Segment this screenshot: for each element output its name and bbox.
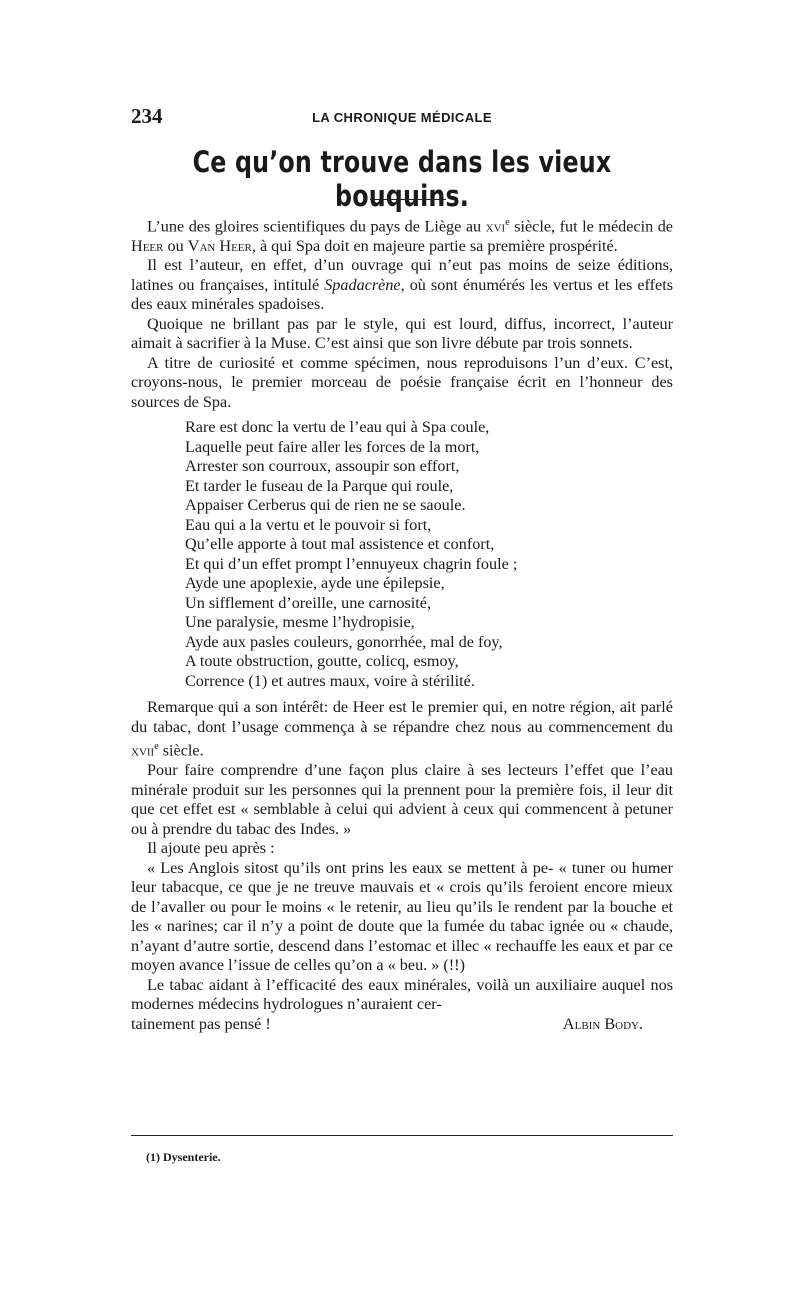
paragraph-5: Remarque qui a son intérêt: de Heer est le premier qui, en notre région, ait parlé du tabac, dont l’usage commença à se répandre chez nous au commencement du xvii$^e$ siècle. [131, 698, 673, 760]
poem-line: Ayde une apoplexie, ayde une épilepsie, [185, 574, 445, 593]
quotation-text: « Les Anglois sitost qu’ils ont prins les eaux se mettent à pe- « tuner ou humer leur tabacque, ce que je ne treuve mauvais et « crois qu’ils feroient encore mieux de l’avaller ou pour le moins « le retenir, au lieu qu’ils le rendent par la bouche et les « narines; car il n’y a point de doute que la fumée du tabac ignée ou « chaude, n’ayant d’autre sortie, descend dans l’estomac et illec « rechauffe les eaux et par ce moyen avance l’issue de celles qu’on a « beu. » (!!) [131, 858, 673, 975]
author-signature: Albin Body. [562, 1014, 643, 1033]
paragraph-3: Quoique ne brillant pas par le style, qui est lourd, diffus, incorrect, l’auteur aimait à sacrifier à la Muse. C’est ainsi que son livre débute par trois sonnets. [131, 314, 673, 353]
work-title: Spadacrène [324, 275, 401, 294]
title-rule [370, 199, 446, 200]
closing-line [131, 1015, 673, 1035]
author-name-van-heer: Van Heer [187, 236, 252, 255]
poem-line: Qu’elle apporte à tout mal assistence et confort, [185, 535, 495, 554]
sonnet [185, 412, 673, 698]
poem-line: Corrence (1) et autres maux, voire à stérilité. [185, 671, 475, 690]
poem-line: Rare est donc la vertu de l’eau qui à Spa coule, [185, 418, 490, 437]
poem-line: Laquelle peut faire aller les forces de la mort, [185, 437, 480, 456]
poem-line: Et tarder le fuseau de la Parque qui roule, [185, 476, 454, 495]
poem-line: Appaiser Cerberus qui de rien ne se saoule. [185, 496, 466, 515]
author-name-heer: Heer [131, 236, 164, 255]
running-head: LA CHRONIQUE MÉDICALE [312, 110, 492, 125]
quotation [131, 859, 673, 976]
paragraph-8: Le tabac aidant à l’efficacité des eaux minérales, voilà un auxiliaire auquel nos modernes médecins hydrologues n’auraient cer- [131, 975, 673, 1014]
footnote-rule [131, 1135, 673, 1136]
closing-text: tainement pas pensé ! [131, 1014, 271, 1033]
footnote: (1) Dysenterie. [146, 1150, 221, 1164]
paragraph-4: A titre de curiosité et comme spécimen, nous reproduisons l’un d’eux. C’est, croyons-nous, le premier morceau de poésie française écrit en l’honneur des sources de Spa. [131, 353, 673, 411]
article-body [131, 213, 673, 1034]
poem-line: Eau qui a la vertu et le pouvoir si fort, [185, 515, 432, 534]
poem-line: Et qui d’un effet prompt l’ennuyeux chagrin foule ; [185, 554, 518, 573]
paragraph-2: Il est l’auteur, en effet, d’un ouvrage qui n’eut pas moins de seize éditions, latines ou françaises, intitulé Spadacrène, où sont énumérés les vertus et les effets des eaux minérales spadoises. [131, 256, 673, 314]
poem-line: A toute obstruction, goutte, colicq, esmoy, [185, 652, 459, 671]
page-header [131, 104, 673, 134]
article-title: Ce qu’on trouve dans les vieux bouquins. [192, 145, 612, 213]
page-number: 234 [131, 104, 163, 128]
paragraph-1: L’une des gloires scientifiques du pays de Liège au xvi$^e$ siècle, fut le médecin de Heer ou Van Heer, à qui Spa doit en majeure partie sa première prospérité. [131, 217, 673, 255]
poem-line: Un sifflement d’oreille, une carnosité, [185, 593, 432, 612]
poem-line: Arrester son courroux, assoupir son effort, [185, 457, 460, 476]
poem-line: Une paralysie, mesme l’hydropisie, [185, 613, 415, 632]
paragraph-7: Il ajoute peu après : [147, 839, 275, 858]
paragraph-6: Pour faire comprendre d’une façon plus claire à ses lecteurs l’effet que l’eau minérale produit sur les personnes qui la prennent pour la première fois, il leur dit que cet effet est « semblable à celui qui advient à ceux qui commencent à petuner ou à prendre du tabac des Indes. » [131, 761, 673, 838]
poem-line: Ayde aux pasles couleurs, gonorrhée, mal de foy, [185, 632, 503, 651]
